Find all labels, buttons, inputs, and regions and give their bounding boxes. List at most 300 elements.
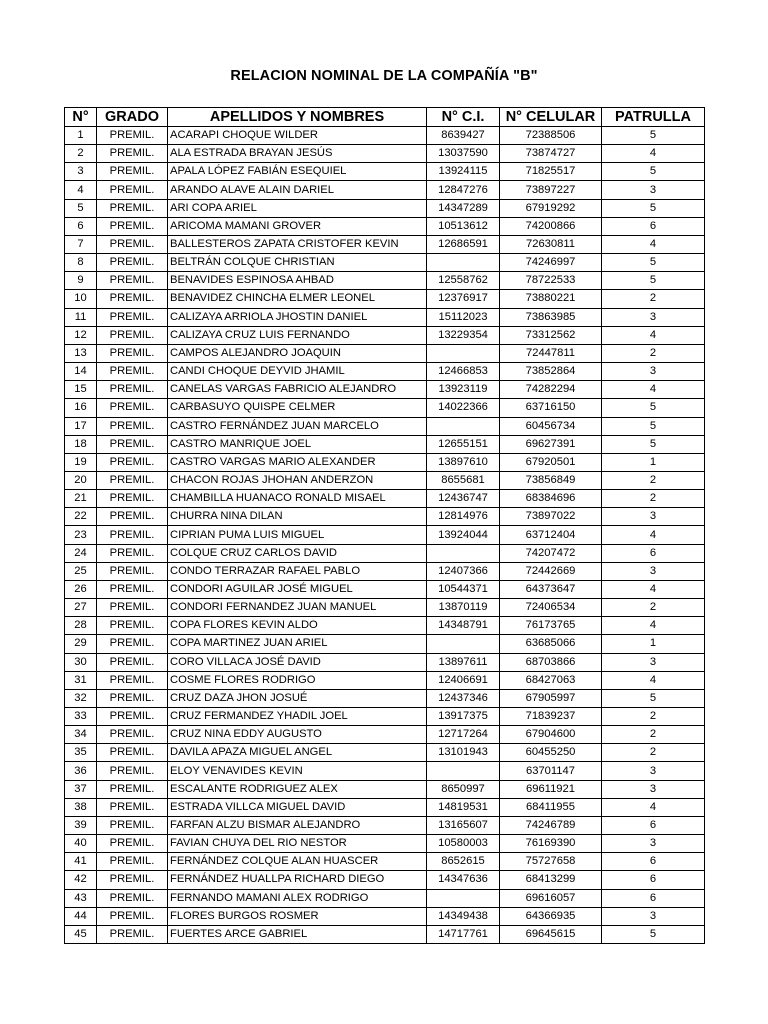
table-row xyxy=(65,889,705,907)
table-row xyxy=(65,127,705,145)
header-names: APELLIDOS Y NOMBRES xyxy=(168,108,427,127)
row-number: 6 xyxy=(65,217,97,235)
patrol-cell: 3 xyxy=(602,653,705,671)
name-cell: ESCALANTE RODRIGUEZ ALEX xyxy=(168,780,427,798)
grade-cell: PREMIL. xyxy=(97,798,168,816)
grade-cell: PREMIL. xyxy=(97,780,168,798)
grade-cell: PREMIL. xyxy=(97,762,168,780)
ci-cell: 14717761 xyxy=(427,925,500,943)
table-row xyxy=(65,217,705,235)
patrol-cell: 2 xyxy=(602,726,705,744)
table-row xyxy=(65,798,705,816)
name-cell: CONDORI AGUILAR JOSÉ MIGUEL xyxy=(168,580,427,598)
grade-cell: PREMIL. xyxy=(97,889,168,907)
row-number: 45 xyxy=(65,925,97,943)
table-row xyxy=(65,526,705,544)
phone-cell: 60456734 xyxy=(500,417,602,435)
row-number: 1 xyxy=(65,127,97,145)
table-row xyxy=(65,272,705,290)
ci-cell: 14022366 xyxy=(427,399,500,417)
patrol-cell: 5 xyxy=(602,435,705,453)
phone-cell: 73897227 xyxy=(500,181,602,199)
phone-cell: 73863985 xyxy=(500,308,602,326)
table-row xyxy=(65,907,705,925)
table-row xyxy=(65,490,705,508)
name-cell: ELOY VENAVIDES KEVIN xyxy=(168,762,427,780)
phone-cell: 67904600 xyxy=(500,726,602,744)
row-number: 34 xyxy=(65,726,97,744)
name-cell: CONDO TERRAZAR RAFAEL PABLO xyxy=(168,562,427,580)
patrol-cell: 3 xyxy=(602,907,705,925)
table-row xyxy=(65,816,705,834)
ci-cell xyxy=(427,544,500,562)
table-row xyxy=(65,235,705,253)
patrol-cell: 4 xyxy=(602,798,705,816)
phone-cell: 72630811 xyxy=(500,235,602,253)
row-number: 13 xyxy=(65,344,97,362)
patrol-cell: 5 xyxy=(602,689,705,707)
phone-cell: 68384696 xyxy=(500,490,602,508)
row-number: 17 xyxy=(65,417,97,435)
phone-cell: 67905997 xyxy=(500,689,602,707)
patrol-cell: 6 xyxy=(602,217,705,235)
table-row xyxy=(65,508,705,526)
table-row xyxy=(65,181,705,199)
row-number: 23 xyxy=(65,526,97,544)
table-row xyxy=(65,708,705,726)
table-row xyxy=(65,925,705,943)
patrol-cell: 5 xyxy=(602,127,705,145)
ci-cell: 13897610 xyxy=(427,453,500,471)
table-row xyxy=(65,344,705,362)
table-row xyxy=(65,689,705,707)
ci-cell: 13924115 xyxy=(427,163,500,181)
row-number: 27 xyxy=(65,599,97,617)
table-row xyxy=(65,671,705,689)
ci-cell xyxy=(427,635,500,653)
phone-cell: 68413299 xyxy=(500,871,602,889)
table-row xyxy=(65,199,705,217)
table-row xyxy=(65,399,705,417)
ci-cell: 15112023 xyxy=(427,308,500,326)
name-cell: ARI COPA ARIEL xyxy=(168,199,427,217)
grade-cell: PREMIL. xyxy=(97,308,168,326)
phone-cell: 68427063 xyxy=(500,671,602,689)
table-row xyxy=(65,254,705,272)
grade-cell: PREMIL. xyxy=(97,326,168,344)
patrol-cell: 4 xyxy=(602,145,705,163)
row-number: 41 xyxy=(65,853,97,871)
table-row xyxy=(65,471,705,489)
name-cell: CASTRO FERNÁNDEZ JUAN MARCELO xyxy=(168,417,427,435)
ci-cell: 13101943 xyxy=(427,744,500,762)
patrol-cell: 3 xyxy=(602,508,705,526)
patrol-cell: 3 xyxy=(602,762,705,780)
phone-cell: 67920501 xyxy=(500,453,602,471)
header-grade: GRADO xyxy=(97,108,168,127)
phone-cell: 72442669 xyxy=(500,562,602,580)
name-cell: CHURRA NINA DILAN xyxy=(168,508,427,526)
patrol-cell: 4 xyxy=(602,671,705,689)
patrol-cell: 2 xyxy=(602,290,705,308)
name-cell: COSME FLORES RODRIGO xyxy=(168,671,427,689)
grade-cell: PREMIL. xyxy=(97,181,168,199)
grade-cell: PREMIL. xyxy=(97,399,168,417)
name-cell: CIPRIAN PUMA LUIS MIGUEL xyxy=(168,526,427,544)
table-row xyxy=(65,871,705,889)
name-cell: CARBASUYO QUISPE CELMER xyxy=(168,399,427,417)
patrol-cell: 3 xyxy=(602,562,705,580)
phone-cell: 73852864 xyxy=(500,363,602,381)
grade-cell: PREMIL. xyxy=(97,744,168,762)
name-cell: CASTRO MANRIQUE JOEL xyxy=(168,435,427,453)
grade-cell: PREMIL. xyxy=(97,435,168,453)
ci-cell: 10580003 xyxy=(427,835,500,853)
ci-cell xyxy=(427,417,500,435)
grade-cell: PREMIL. xyxy=(97,272,168,290)
name-cell: BELTRÁN COLQUE CHRISTIAN xyxy=(168,254,427,272)
row-number: 2 xyxy=(65,145,97,163)
grade-cell: PREMIL. xyxy=(97,708,168,726)
ci-cell: 10544371 xyxy=(427,580,500,598)
table-row xyxy=(65,145,705,163)
phone-cell: 63712404 xyxy=(500,526,602,544)
patrol-cell: 2 xyxy=(602,490,705,508)
table-row xyxy=(65,653,705,671)
ci-cell: 12686591 xyxy=(427,235,500,253)
grade-cell: PREMIL. xyxy=(97,544,168,562)
grade-cell: PREMIL. xyxy=(97,363,168,381)
ci-cell: 13897611 xyxy=(427,653,500,671)
row-number: 8 xyxy=(65,254,97,272)
grade-cell: PREMIL. xyxy=(97,562,168,580)
grade-cell: PREMIL. xyxy=(97,526,168,544)
phone-cell: 69645615 xyxy=(500,925,602,943)
grade-cell: PREMIL. xyxy=(97,381,168,399)
name-cell: FLORES BURGOS ROSMER xyxy=(168,907,427,925)
roster-table xyxy=(64,107,705,944)
patrol-cell: 1 xyxy=(602,453,705,471)
table-row xyxy=(65,435,705,453)
row-number: 40 xyxy=(65,835,97,853)
ci-cell: 12466853 xyxy=(427,363,500,381)
patrol-cell: 6 xyxy=(602,816,705,834)
ci-cell: 13923119 xyxy=(427,381,500,399)
patrol-cell: 5 xyxy=(602,272,705,290)
row-number: 7 xyxy=(65,235,97,253)
patrol-cell: 4 xyxy=(602,235,705,253)
row-number: 22 xyxy=(65,508,97,526)
name-cell: ARANDO ALAVE ALAIN DARIEL xyxy=(168,181,427,199)
row-number: 24 xyxy=(65,544,97,562)
ci-cell: 12407366 xyxy=(427,562,500,580)
name-cell: BENAVIDES ESPINOSA AHBAD xyxy=(168,272,427,290)
patrol-cell: 3 xyxy=(602,363,705,381)
patrol-cell: 6 xyxy=(602,853,705,871)
table-row xyxy=(65,544,705,562)
grade-cell: PREMIL. xyxy=(97,290,168,308)
patrol-cell: 1 xyxy=(602,635,705,653)
phone-cell: 63701147 xyxy=(500,762,602,780)
phone-cell: 68411955 xyxy=(500,798,602,816)
phone-cell: 73897022 xyxy=(500,508,602,526)
patrol-cell: 5 xyxy=(602,925,705,943)
grade-cell: PREMIL. xyxy=(97,163,168,181)
name-cell: CRUZ NINA EDDY AUGUSTO xyxy=(168,726,427,744)
row-number: 9 xyxy=(65,272,97,290)
patrol-cell: 4 xyxy=(602,580,705,598)
ci-cell xyxy=(427,344,500,362)
table-row xyxy=(65,163,705,181)
grade-cell: PREMIL. xyxy=(97,599,168,617)
ci-cell: 13870119 xyxy=(427,599,500,617)
ci-cell: 13917375 xyxy=(427,708,500,726)
phone-cell: 76169390 xyxy=(500,835,602,853)
row-number: 29 xyxy=(65,635,97,653)
name-cell: DAVILA APAZA MIGUEL ANGEL xyxy=(168,744,427,762)
name-cell: COPA MARTINEZ JUAN ARIEL xyxy=(168,635,427,653)
name-cell: ALA ESTRADA BRAYAN JESÚS xyxy=(168,145,427,163)
phone-cell: 69611921 xyxy=(500,780,602,798)
grade-cell: PREMIL. xyxy=(97,726,168,744)
phone-cell: 69627391 xyxy=(500,435,602,453)
row-number: 18 xyxy=(65,435,97,453)
ci-cell: 13924044 xyxy=(427,526,500,544)
row-number: 42 xyxy=(65,871,97,889)
ci-cell: 12376917 xyxy=(427,290,500,308)
table-row xyxy=(65,453,705,471)
row-number: 37 xyxy=(65,780,97,798)
grade-cell: PREMIL. xyxy=(97,617,168,635)
row-number: 12 xyxy=(65,326,97,344)
phone-cell: 74246789 xyxy=(500,816,602,834)
phone-cell: 74200866 xyxy=(500,217,602,235)
name-cell: CALIZAYA ARRIOLA JHOSTIN DANIEL xyxy=(168,308,427,326)
row-number: 32 xyxy=(65,689,97,707)
grade-cell: PREMIL. xyxy=(97,254,168,272)
grade-cell: PREMIL. xyxy=(97,490,168,508)
table-row xyxy=(65,780,705,798)
ci-cell xyxy=(427,762,500,780)
patrol-cell: 2 xyxy=(602,599,705,617)
patrol-cell: 5 xyxy=(602,199,705,217)
grade-cell: PREMIL. xyxy=(97,907,168,925)
row-number: 28 xyxy=(65,617,97,635)
row-number: 31 xyxy=(65,671,97,689)
phone-cell: 76173765 xyxy=(500,617,602,635)
table-row xyxy=(65,381,705,399)
ci-cell xyxy=(427,889,500,907)
patrol-cell: 5 xyxy=(602,399,705,417)
phone-cell: 63685066 xyxy=(500,635,602,653)
table-row xyxy=(65,599,705,617)
patrol-cell: 5 xyxy=(602,163,705,181)
phone-cell: 73880221 xyxy=(500,290,602,308)
grade-cell: PREMIL. xyxy=(97,816,168,834)
patrol-cell: 4 xyxy=(602,617,705,635)
patrol-cell: 2 xyxy=(602,708,705,726)
ci-cell: 14348791 xyxy=(427,617,500,635)
name-cell: FARFAN ALZU BISMAR ALEJANDRO xyxy=(168,816,427,834)
row-number: 38 xyxy=(65,798,97,816)
phone-cell: 71839237 xyxy=(500,708,602,726)
name-cell: CAMPOS ALEJANDRO JOAQUIN xyxy=(168,344,427,362)
grade-cell: PREMIL. xyxy=(97,925,168,943)
row-number: 10 xyxy=(65,290,97,308)
table-row xyxy=(65,290,705,308)
row-number: 4 xyxy=(65,181,97,199)
ci-cell: 10513612 xyxy=(427,217,500,235)
ci-cell: 14349438 xyxy=(427,907,500,925)
name-cell: FERNÁNDEZ HUALLPA RICHARD DIEGO xyxy=(168,871,427,889)
table-row xyxy=(65,835,705,853)
table-row xyxy=(65,726,705,744)
grade-cell: PREMIL. xyxy=(97,689,168,707)
table-row xyxy=(65,580,705,598)
row-number: 39 xyxy=(65,816,97,834)
name-cell: ACARAPI CHOQUE WILDER xyxy=(168,127,427,145)
phone-cell: 64373647 xyxy=(500,580,602,598)
ci-cell: 14819531 xyxy=(427,798,500,816)
name-cell: CANELAS VARGAS FABRICIO ALEJANDRO xyxy=(168,381,427,399)
name-cell: COPA FLORES KEVIN ALDO xyxy=(168,617,427,635)
grade-cell: PREMIL. xyxy=(97,417,168,435)
ci-cell: 14347636 xyxy=(427,871,500,889)
ci-cell: 12814976 xyxy=(427,508,500,526)
patrol-cell: 4 xyxy=(602,326,705,344)
grade-cell: PREMIL. xyxy=(97,835,168,853)
name-cell: CHACON ROJAS JHOHAN ANDERZON xyxy=(168,471,427,489)
name-cell: CASTRO VARGAS MARIO ALEXANDER xyxy=(168,453,427,471)
row-number: 19 xyxy=(65,453,97,471)
phone-cell: 60455250 xyxy=(500,744,602,762)
table-row xyxy=(65,617,705,635)
patrol-cell: 3 xyxy=(602,780,705,798)
grade-cell: PREMIL. xyxy=(97,344,168,362)
patrol-cell: 2 xyxy=(602,744,705,762)
grade-cell: PREMIL. xyxy=(97,508,168,526)
grade-cell: PREMIL. xyxy=(97,580,168,598)
ci-cell: 12717264 xyxy=(427,726,500,744)
name-cell: BENAVIDEZ CHINCHA ELMER LEONEL xyxy=(168,290,427,308)
grade-cell: PREMIL. xyxy=(97,453,168,471)
row-number: 15 xyxy=(65,381,97,399)
patrol-cell: 6 xyxy=(602,544,705,562)
name-cell: FUERTES ARCE GABRIEL xyxy=(168,925,427,943)
phone-cell: 67919292 xyxy=(500,199,602,217)
phone-cell: 68703866 xyxy=(500,653,602,671)
table-row xyxy=(65,562,705,580)
name-cell: CONDORI FERNANDEZ JUAN MANUEL xyxy=(168,599,427,617)
ci-cell: 12655151 xyxy=(427,435,500,453)
grade-cell: PREMIL. xyxy=(97,471,168,489)
ci-cell: 13229354 xyxy=(427,326,500,344)
ci-cell: 12406691 xyxy=(427,671,500,689)
grade-cell: PREMIL. xyxy=(97,199,168,217)
row-number: 16 xyxy=(65,399,97,417)
phone-cell: 73312562 xyxy=(500,326,602,344)
patrol-cell: 6 xyxy=(602,871,705,889)
name-cell: FERNANDO MAMANI ALEX RODRIGO xyxy=(168,889,427,907)
row-number: 36 xyxy=(65,762,97,780)
ci-cell: 12437346 xyxy=(427,689,500,707)
grade-cell: PREMIL. xyxy=(97,853,168,871)
ci-cell: 8650997 xyxy=(427,780,500,798)
name-cell: ARICOMA MAMANI GROVER xyxy=(168,217,427,235)
grade-cell: PREMIL. xyxy=(97,235,168,253)
row-number: 25 xyxy=(65,562,97,580)
row-number: 26 xyxy=(65,580,97,598)
patrol-cell: 3 xyxy=(602,308,705,326)
patrol-cell: 4 xyxy=(602,526,705,544)
phone-cell: 72406534 xyxy=(500,599,602,617)
page-title: RELACION NOMINAL DE LA COMPAÑÍA "B" xyxy=(230,68,538,84)
name-cell: CANDI CHOQUE DEYVID JHAMIL xyxy=(168,363,427,381)
phone-cell: 73856849 xyxy=(500,471,602,489)
row-number: 20 xyxy=(65,471,97,489)
patrol-cell: 2 xyxy=(602,344,705,362)
ci-cell: 12436747 xyxy=(427,490,500,508)
name-cell: CRUZ FERMANDEZ YHADIL JOEL xyxy=(168,708,427,726)
ci-cell: 12847276 xyxy=(427,181,500,199)
phone-cell: 74207472 xyxy=(500,544,602,562)
header-row xyxy=(65,108,705,127)
patrol-cell: 5 xyxy=(602,254,705,272)
grade-cell: PREMIL. xyxy=(97,653,168,671)
name-cell: ESTRADA VILLCA MIGUEL DAVID xyxy=(168,798,427,816)
ci-cell: 8655681 xyxy=(427,471,500,489)
table-row xyxy=(65,853,705,871)
table-row xyxy=(65,744,705,762)
phone-cell: 63716150 xyxy=(500,399,602,417)
name-cell: CRUZ DAZA JHON JOSUÉ xyxy=(168,689,427,707)
table-row xyxy=(65,635,705,653)
patrol-cell: 6 xyxy=(602,889,705,907)
ci-cell: 12558762 xyxy=(427,272,500,290)
row-number: 43 xyxy=(65,889,97,907)
name-cell: APALA LÓPEZ FABIÁN ESEQUIEL xyxy=(168,163,427,181)
row-number: 30 xyxy=(65,653,97,671)
ci-cell: 8639427 xyxy=(427,127,500,145)
patrol-cell: 2 xyxy=(602,471,705,489)
table-row xyxy=(65,308,705,326)
row-number: 21 xyxy=(65,490,97,508)
ci-cell: 8652615 xyxy=(427,853,500,871)
grade-cell: PREMIL. xyxy=(97,671,168,689)
header-number: N° xyxy=(65,108,97,127)
patrol-cell: 5 xyxy=(602,417,705,435)
grade-cell: PREMIL. xyxy=(97,145,168,163)
patrol-cell: 3 xyxy=(602,181,705,199)
grade-cell: PREMIL. xyxy=(97,127,168,145)
patrol-cell: 3 xyxy=(602,835,705,853)
phone-cell: 64366935 xyxy=(500,907,602,925)
row-number: 35 xyxy=(65,744,97,762)
phone-cell: 69616057 xyxy=(500,889,602,907)
row-number: 44 xyxy=(65,907,97,925)
phone-cell: 78722533 xyxy=(500,272,602,290)
phone-cell: 74282294 xyxy=(500,381,602,399)
grade-cell: PREMIL. xyxy=(97,871,168,889)
table-row xyxy=(65,363,705,381)
name-cell: CALIZAYA CRUZ LUIS FERNANDO xyxy=(168,326,427,344)
row-number: 3 xyxy=(65,163,97,181)
name-cell: CORO VILLACA JOSÉ DAVID xyxy=(168,653,427,671)
header-patrol: PATRULLA xyxy=(602,108,705,127)
table-row xyxy=(65,417,705,435)
header-ci: N° C.I. xyxy=(427,108,500,127)
name-cell: CHAMBILLA HUANACO RONALD MISAEL xyxy=(168,490,427,508)
